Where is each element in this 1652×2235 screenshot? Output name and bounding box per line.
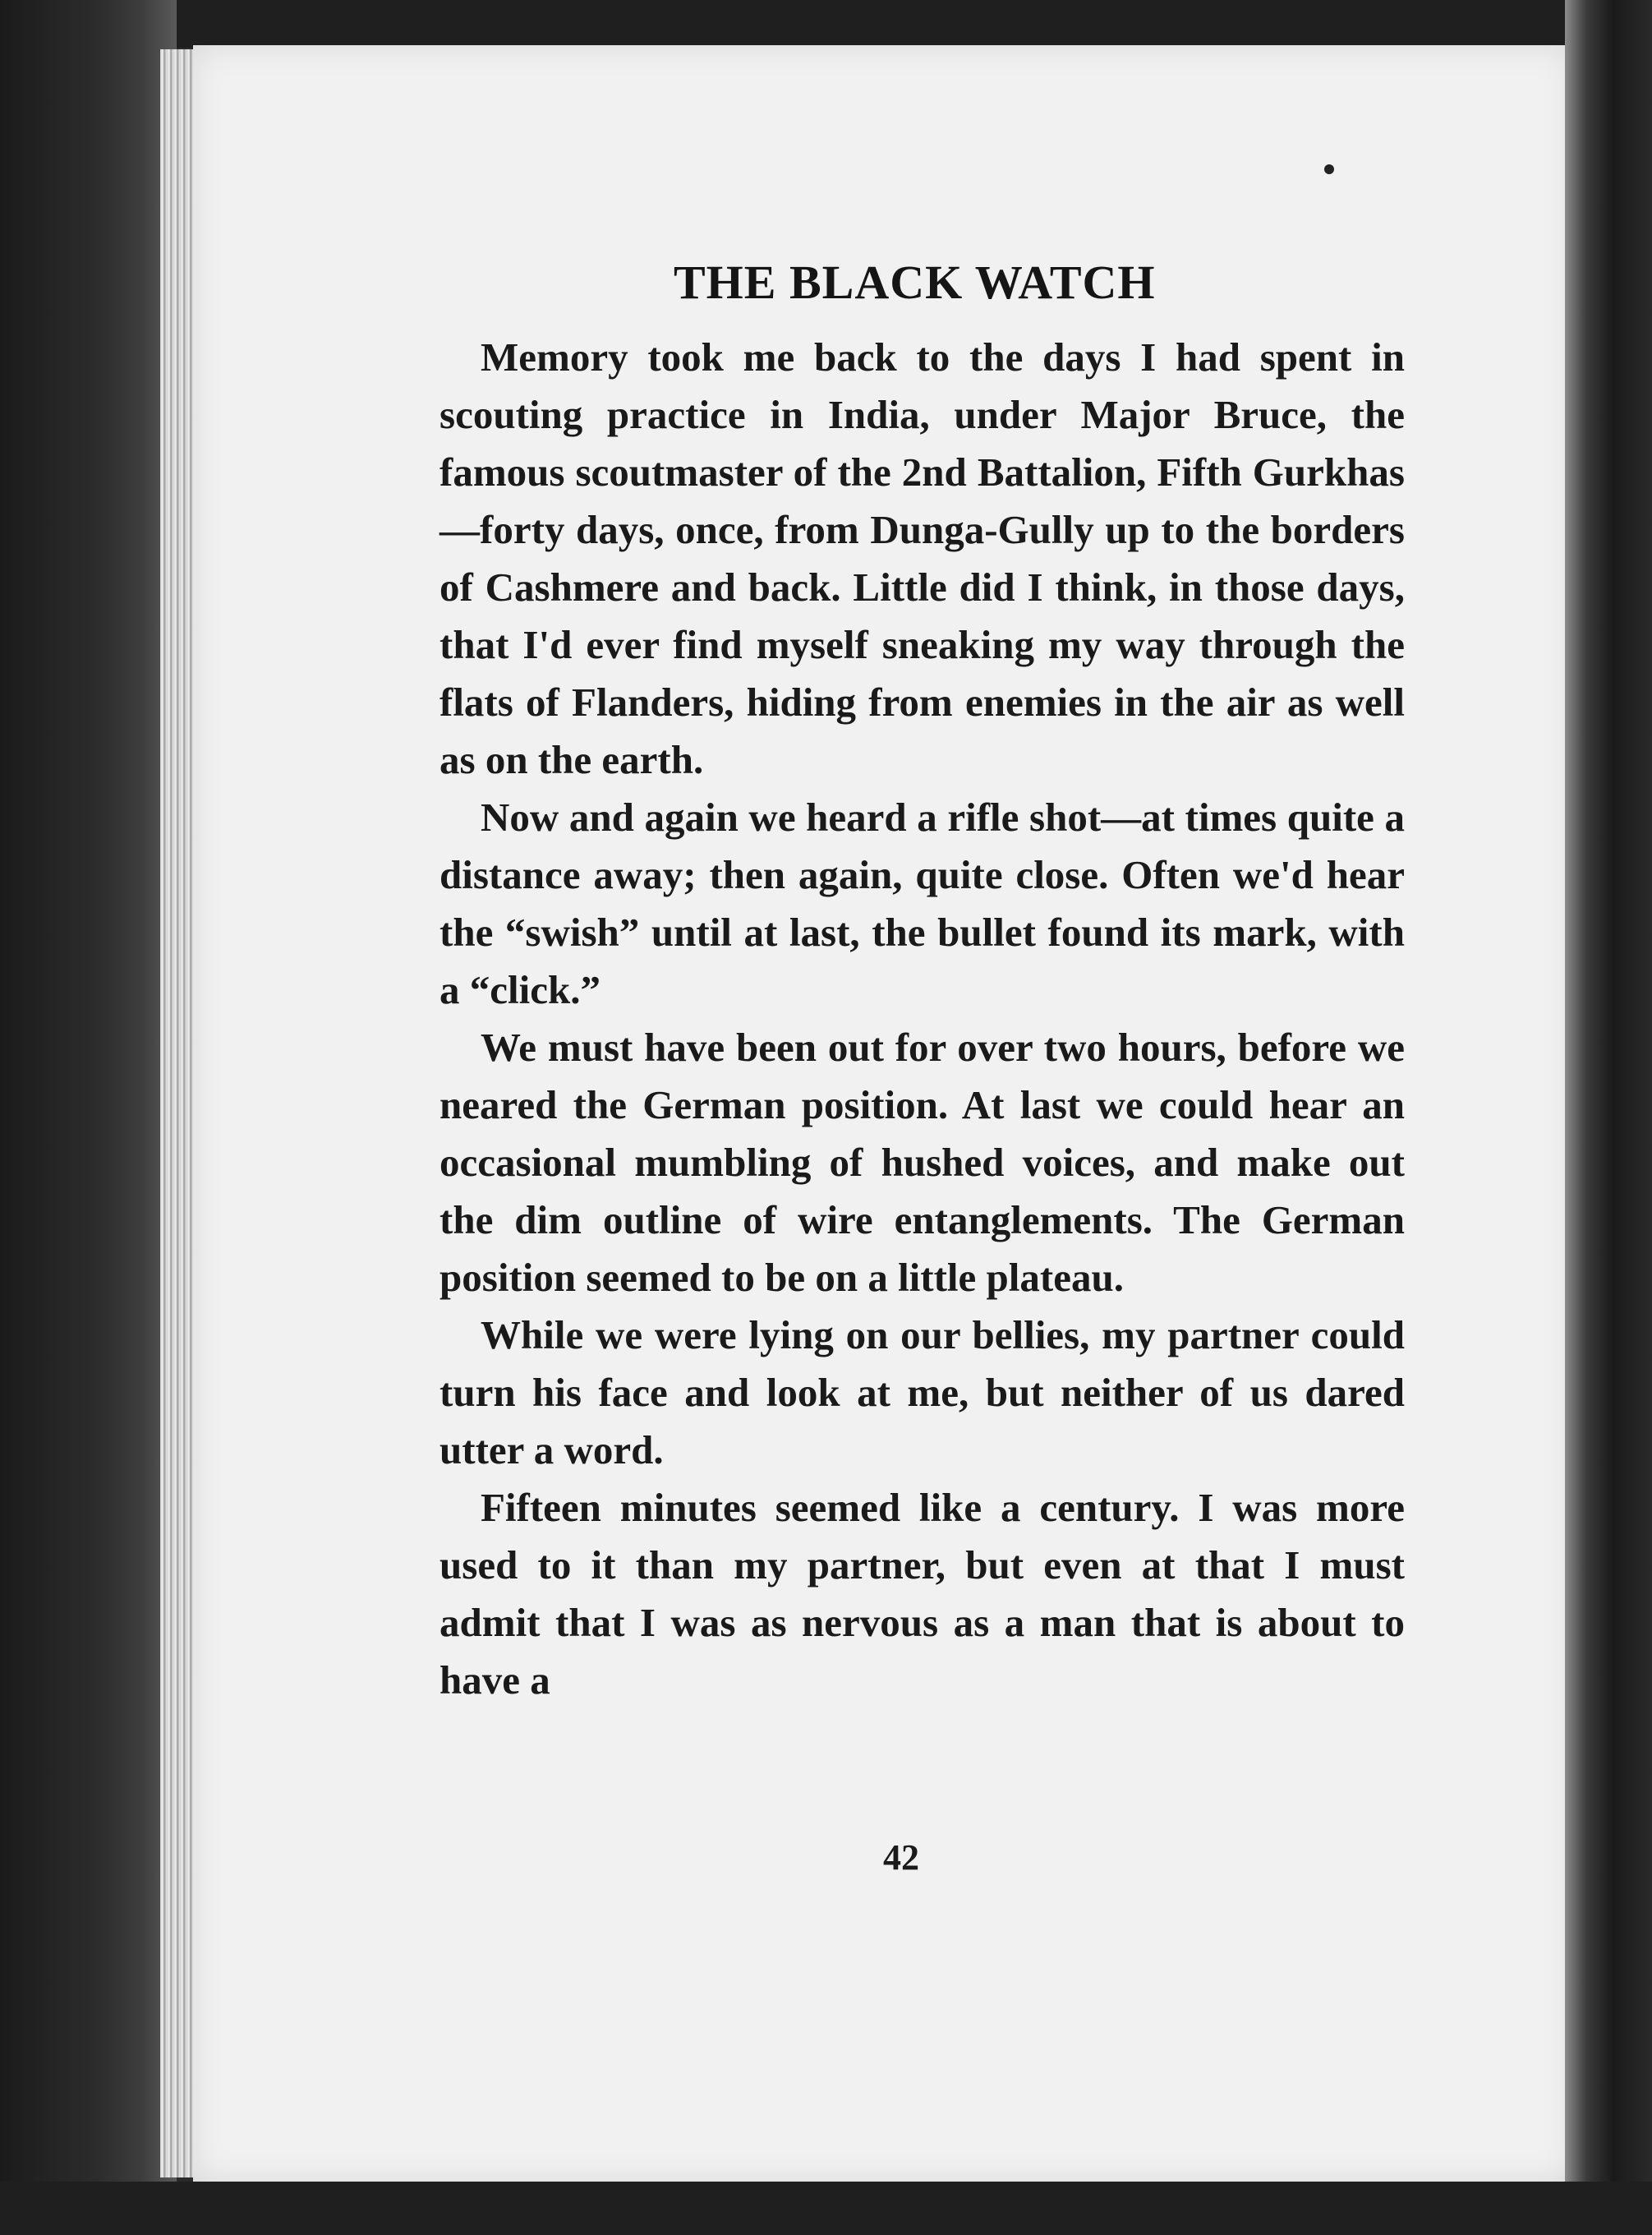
paragraph-1: Memory took me back to the days I had spent in scouting practice in India, under Major Bruce, the famous scoutmaster of the 2nd Battalion, Fifth Gurkhas—forty days, once, from Dunga-Gully up to the borders of Cashmere and back. Little did I think, in those days, that I'd ever find myself sneaking my way through the flats of Flanders, hiding from enemies in the air as well as on the earth. — [439, 334, 1405, 782]
scan-border-bottom — [0, 2182, 1652, 2235]
scan-border-left — [0, 0, 177, 2235]
body-text — [439, 329, 1405, 1709]
paragraph-2: Now and again we heard a rifle shot—at times quite a distance away; then again, quite close. Often we'd hear the “swish” until at last, the bullet found its mark, with a “click.” — [439, 795, 1405, 1012]
paragraph-5: Fifteen minutes seemed like a century. I was more used to it than my partner, but even at that I must admit that I was as nervous as a man that is about to have a — [439, 1485, 1405, 1703]
paragraph-3: We must have been out for over two hours, before we neared the German position. At last we could hear an occasional mumbling of hushed voices, and make out the dim outline of wire entanglements. The German position seemed to be on a little plateau. — [439, 1025, 1405, 1300]
book-page-edges — [160, 49, 197, 2177]
running-head: THE BLACK WATCH — [674, 256, 1156, 309]
page-number: 42 — [883, 1837, 919, 1878]
paragraph-4: While we were lying on our bellies, my partner could turn his face and look at me, but neither of us dared utter a word. — [439, 1312, 1405, 1472]
scan-border-top — [0, 0, 1652, 48]
ink-speck — [1324, 164, 1334, 174]
book-spine — [1565, 0, 1652, 2235]
